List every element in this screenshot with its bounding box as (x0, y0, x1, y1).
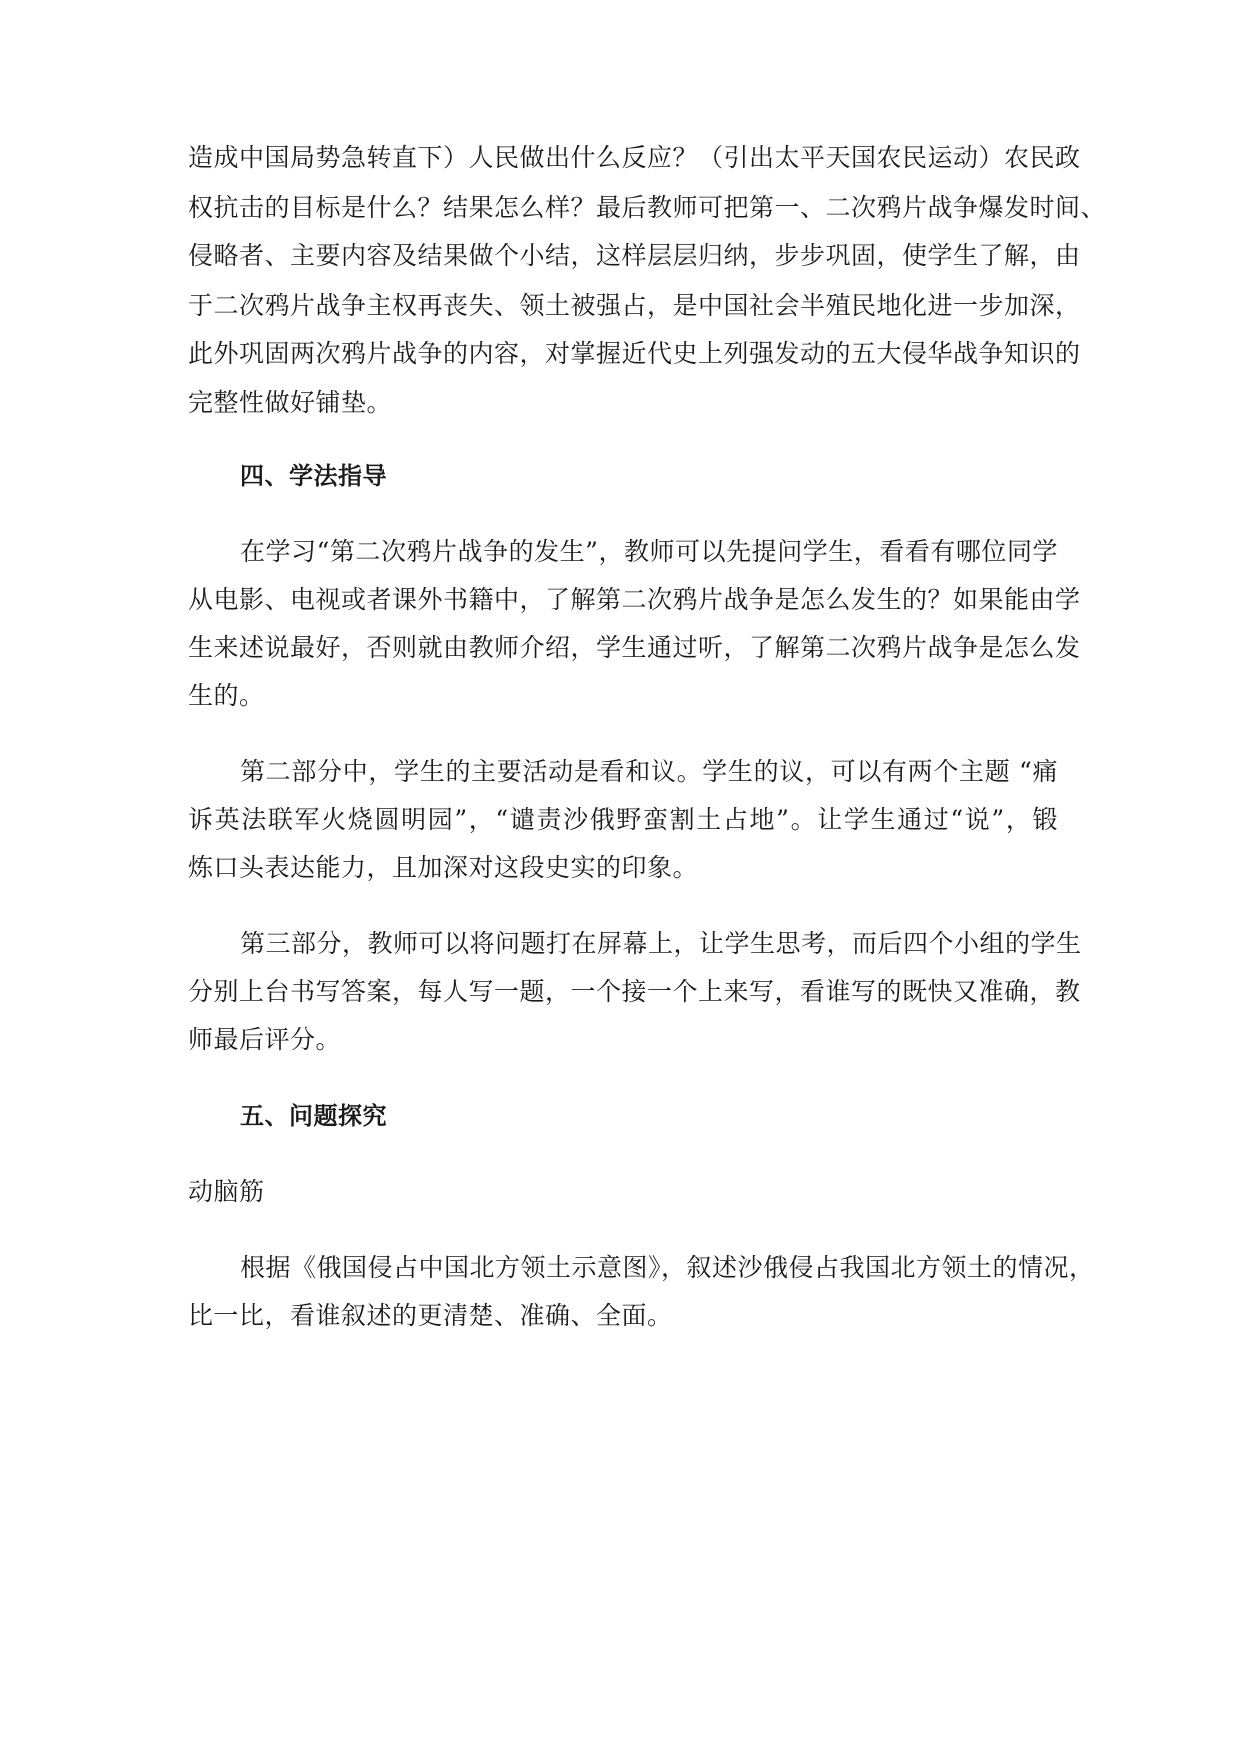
paragraph-line: 从电影、电视或者课外书籍中，了解第二次鸦片战争是怎么发生的？如果能由学 (188, 585, 1081, 614)
paragraph-line: 造成中国局势急转直下）人民做出什么反应？（引出太平天国农民运动）农民政 (188, 143, 1081, 172)
paragraph-line: 生来述说最好，否则就由教师介绍，学生通过听，了解第二次鸦片战争是怎么发 (188, 633, 1081, 662)
paragraph-line: 在学习“第二次鸦片战争的发生”，教师可以先提问学生，看看有哪位同学 (240, 537, 1058, 566)
paragraph-line: 生的。 (188, 681, 265, 710)
paragraph-line: 诉英法联军火烧圆明园”，“谴责沙俄野蛮割土占地”。让学生通过“说”，锻 (188, 805, 1058, 834)
section-heading-5: 五、问题探究 (240, 1102, 387, 1130)
section-heading-4: 四、学法指导 (240, 462, 387, 490)
paragraph-line: 侵略者、主要内容及结果做个小结，这样层层归纳，步步巩固，使学生了解，由 (188, 241, 1081, 270)
paragraph-line: 根据《俄国侵占中国北方领土示意图》，叙述沙俄侵占我国北方领土的情况， (240, 1253, 1095, 1282)
paragraph-line: 此外巩固两次鸦片战争的内容，对掌握近代史上列强发动的五大侵华战争知识的 (188, 339, 1081, 368)
paragraph-line: 完整性做好铺垫。 (188, 388, 393, 417)
paragraph-line: 第二部分中，学生的主要活动是看和议。学生的议，可以有两个主题 “痛 (240, 757, 1058, 786)
paragraph-line: 于二次鸦片战争主权再丧失、领土被强占，是中国社会半殖民地化进一步加深， (188, 291, 1081, 320)
paragraph-line: 分别上台书写答案，每人写一题，一个接一个上来写，看谁写的既快又准确，教 (188, 977, 1081, 1006)
paragraph-line: 权抗击的目标是什么？结果怎么样？最后教师可把第一、二次鸦片战争爆发时间、 (188, 193, 1107, 222)
paragraph-line: 炼口头表达能力，且加深对这段史实的印象。 (188, 853, 699, 882)
paragraph-line: 师最后评分。 (188, 1025, 342, 1054)
paragraph-line: 比一比，看谁叙述的更清楚、准确、全面。 (188, 1301, 673, 1330)
subheading: 动脑筋 (188, 1177, 265, 1206)
paragraph-line: 第三部分，教师可以将问题打在屏幕上，让学生思考，而后四个小组的学生 (240, 929, 1082, 958)
